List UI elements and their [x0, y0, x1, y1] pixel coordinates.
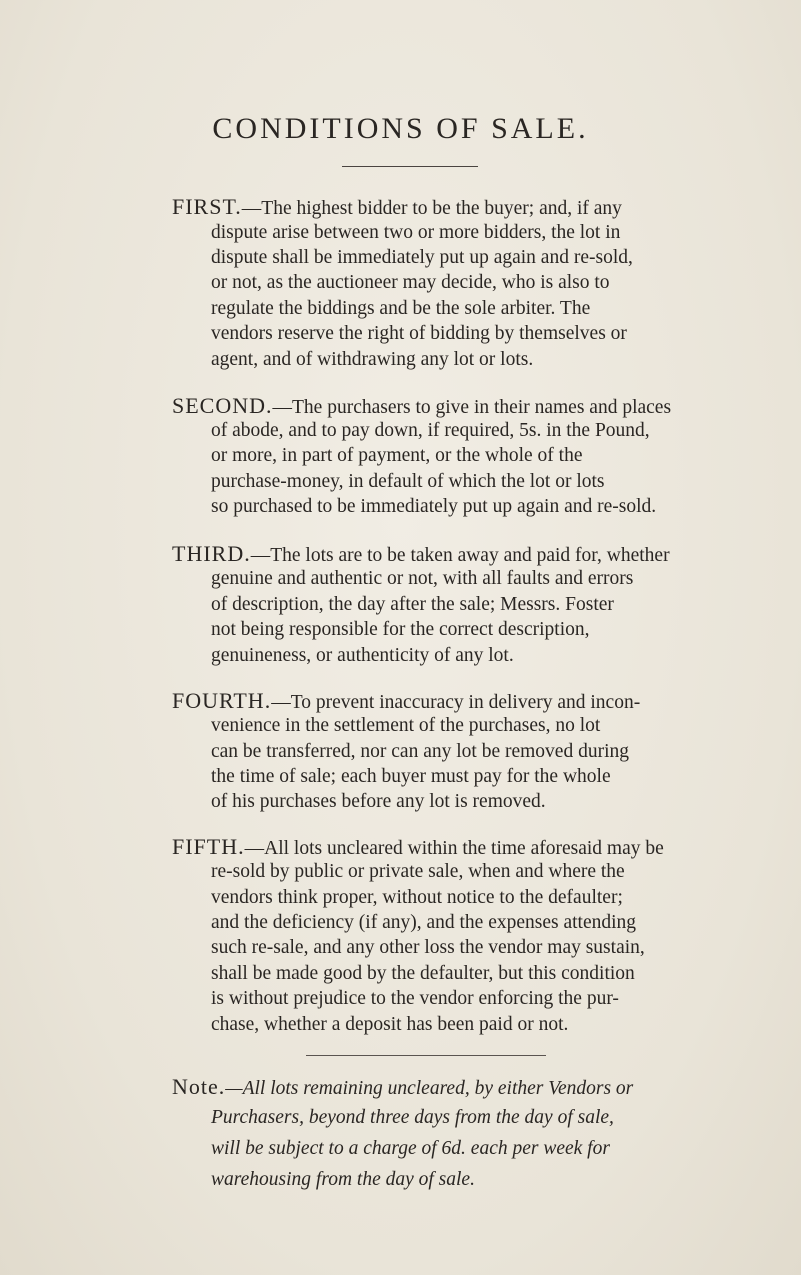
clause-line: of description, the day after the sale; Messrs. Foster [211, 594, 614, 615]
clause-line: agent, and of withdrawing any lot or lots. [211, 349, 534, 370]
clause-line: so purchased to be immediately put up again and re-sold. [211, 496, 657, 517]
clause-lead: FOURTH. [172, 688, 272, 713]
clause-line: or more, in part of payment, or the whole of the [211, 445, 583, 466]
clause-line: vendors think proper, without notice to the defaulter; [211, 887, 623, 908]
clause-line: dispute shall be immediately put up again and re-sold, [211, 247, 633, 268]
note-text: —All lots remaining uncleared, by either Vendors or [225, 1078, 634, 1099]
page-title: CONDITIONS OF SALE. [212, 112, 589, 145]
clause-line: of abode, and to pay down, if required, 5s. in the Pound, [211, 420, 650, 441]
clause-line: venience in the settlement of the purchases, no lot [211, 715, 601, 736]
clause-line: re-sold by public or private sale, when and where the [211, 861, 625, 882]
clause-line: and the deficiency (if any), and the expenses attending [211, 912, 637, 933]
note-line: warehousing from the day of sale. [211, 1169, 475, 1190]
clause-line: vendors reserve the right of bidding by themselves or [211, 323, 627, 344]
title-divider [342, 166, 478, 167]
clause-line: not being responsible for the correct description, [211, 619, 590, 640]
clause-fourth-line-1 [172, 689, 640, 715]
clause-lead: THIRD. [172, 541, 251, 566]
clause-line: of his purchases before any lot is removed. [211, 791, 546, 812]
clause-line: is without prejudice to the vendor enforcing the pur- [211, 988, 619, 1009]
clause-line: dispute arise between two or more bidders, the lot in [211, 222, 621, 243]
clause-lead: FIFTH. [172, 834, 245, 859]
clause-line: shall be made good by the defaulter, but this condition [211, 963, 635, 984]
clause-line: genuine and authentic or not, with all faults and errors [211, 568, 634, 589]
clause-line: such re-sale, and any other loss the vendor may sustain, [211, 937, 645, 958]
note-line: will be subject to a charge of 6d. each per week for [211, 1138, 610, 1159]
clause-first-line-1 [172, 195, 622, 221]
note-line-1 [172, 1075, 633, 1101]
note-divider [306, 1055, 546, 1056]
clause-line: or not, as the auctioneer may decide, who is also to [211, 272, 610, 293]
clause-text: —The purchasers to give in their names and places [272, 397, 672, 418]
clause-fifth-line-1 [172, 835, 664, 861]
clause-text: —The highest bidder to be the buyer; and, if any [241, 198, 622, 219]
note-lead: Note. [172, 1074, 226, 1099]
clause-text: —The lots are to be taken away and paid for, whether [250, 545, 670, 566]
clause-line: chase, whether a deposit has been paid or not. [211, 1014, 569, 1035]
clause-line: the time of sale; each buyer must pay for the whole [211, 766, 611, 787]
clause-second-line-1 [172, 394, 671, 420]
clause-line: genuineness, or authenticity of any lot. [211, 645, 514, 666]
clause-lead: SECOND. [172, 393, 273, 418]
clause-line: can be transferred, nor can any lot be removed during [211, 741, 629, 762]
clause-line: purchase-money, in default of which the lot or lots [211, 471, 605, 492]
clause-lead: FIRST. [172, 194, 242, 219]
clause-text: —All lots uncleared within the time aforesaid may be [244, 838, 664, 859]
clause-third-line-1 [172, 542, 670, 568]
note-line: Purchasers, beyond three days from the day of sale, [211, 1107, 614, 1128]
clause-text: —To prevent inaccuracy in delivery and incon- [271, 692, 641, 713]
clause-line: regulate the biddings and be the sole arbiter. The [211, 298, 591, 319]
